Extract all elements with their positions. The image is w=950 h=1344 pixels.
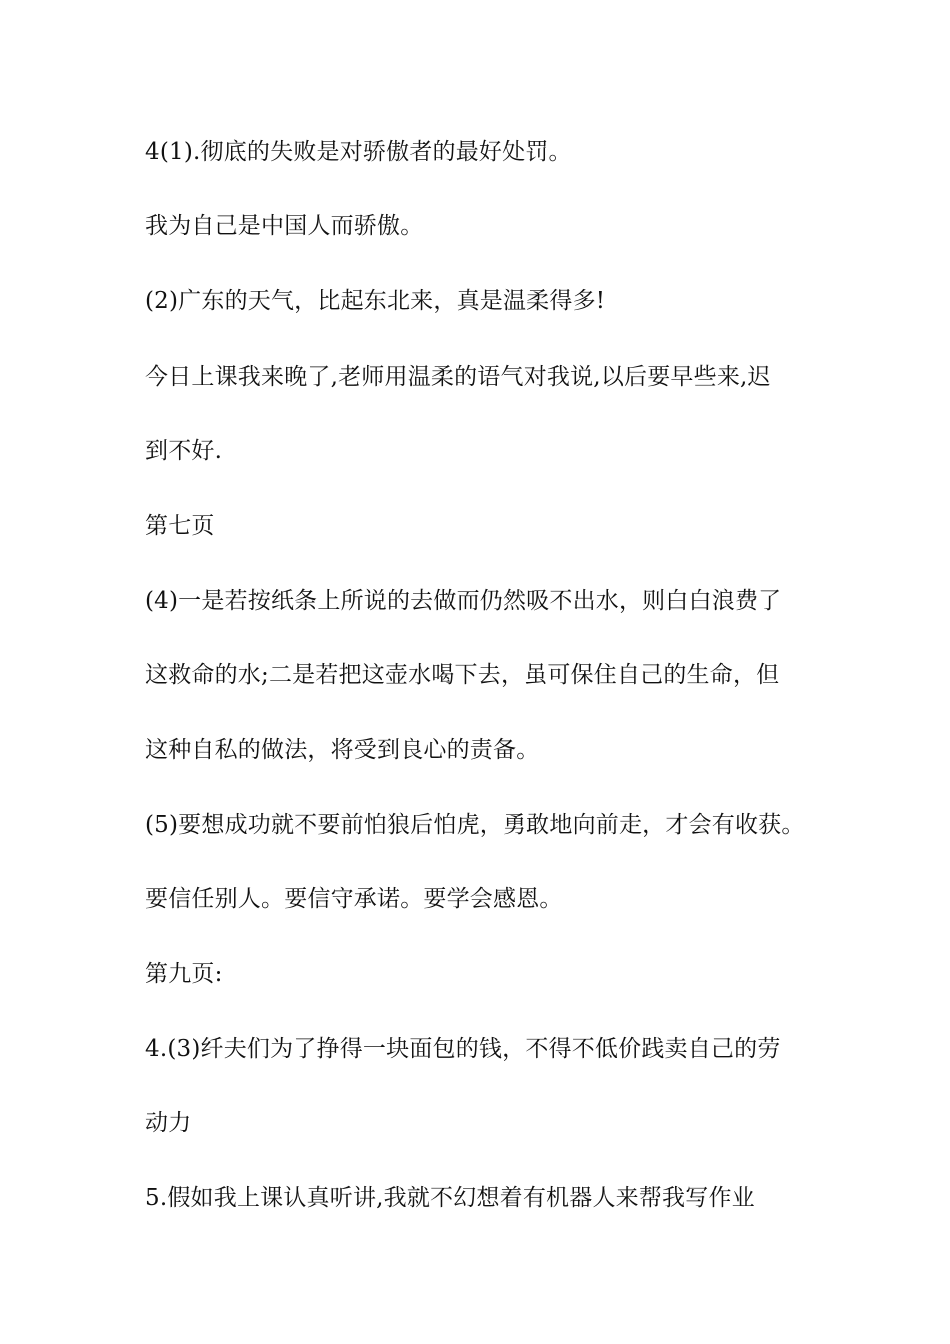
- text-line: 这救命的水;二是若把这壶水喝下去，虽可保住自己的生命，但: [145, 662, 780, 688]
- text-line: (2)广东的天气，比起东北来，真是温柔得多!: [145, 288, 606, 314]
- text-line: 4(1).彻底的失败是对骄傲者的最好处罚。: [145, 139, 572, 165]
- section-heading: 第九页:: [145, 961, 223, 987]
- text-line: 这种自私的做法，将受到良心的责备。: [145, 737, 540, 763]
- text-line: 到不好.: [145, 438, 223, 464]
- text-line: 今日上课我来晚了,老师用温柔的语气对我说,以后要早些来,迟: [145, 364, 771, 390]
- text-line: 5.假如我上课认真听讲,我就不幻想着有机器人来帮我写作业: [145, 1185, 755, 1211]
- text-line: 我为自己是中国人而骄傲。: [145, 213, 424, 239]
- text-line: 4.(3)纤夫们为了挣得一块面包的钱，不得不低价践卖自己的劳: [145, 1036, 781, 1062]
- text-line: 动力: [145, 1110, 192, 1136]
- text-line: (4)一是若按纸条上所说的去做而仍然吸不出水，则白白浪费了: [145, 588, 782, 614]
- section-heading: 第七页: [145, 513, 215, 539]
- text-line: (5)要想成功就不要前怕狼后怕虎，勇敢地向前走，才会有收获。: [145, 812, 805, 838]
- text-line: 要信任别人。要信守承诺。要学会感恩。: [145, 886, 563, 912]
